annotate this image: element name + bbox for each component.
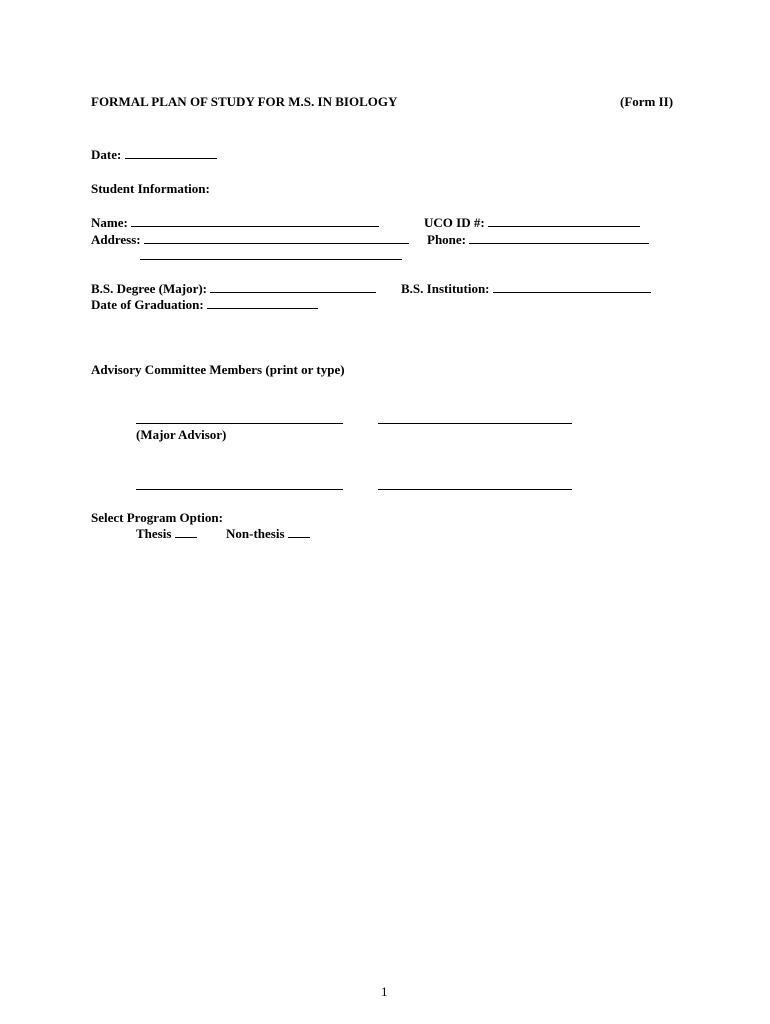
bs-institution-field[interactable] (493, 280, 651, 293)
graduation-row (91, 296, 318, 313)
address-row (91, 231, 409, 248)
phone-row (427, 231, 649, 248)
date-row (91, 146, 217, 163)
address-label: Address: (91, 232, 141, 247)
major-advisor-label: (Major Advisor) (136, 427, 227, 442)
committee-heading: Advisory Committee Members (print or type) (91, 362, 345, 377)
bs-institution-label: B.S. Institution: (401, 281, 490, 296)
major-advisor-signature-line[interactable] (136, 423, 343, 424)
uco-id-label: UCO ID #: (424, 215, 485, 230)
committee-member-line-4[interactable] (378, 489, 572, 490)
bs-degree-label: B.S. Degree (Major): (91, 281, 207, 296)
thesis-checkbox-blank[interactable] (175, 525, 197, 538)
uco-id-field[interactable] (488, 214, 640, 227)
date-label: Date: (91, 147, 122, 162)
form-title: FORMAL PLAN OF STUDY FOR M.S. IN BIOLOGY (91, 94, 398, 109)
committee-member-line-2[interactable] (378, 423, 572, 424)
address-field-line-2[interactable] (140, 259, 402, 260)
nonthesis-checkbox-blank[interactable] (288, 525, 310, 538)
uco-id-row (424, 214, 640, 231)
bs-degree-row (91, 280, 376, 297)
phone-label: Phone: (427, 232, 466, 247)
bs-degree-field[interactable] (210, 280, 376, 293)
name-field[interactable] (131, 214, 379, 227)
name-label: Name: (91, 215, 128, 230)
program-option-heading: Select Program Option: (91, 510, 223, 525)
phone-field[interactable] (469, 231, 649, 244)
name-row (91, 214, 379, 231)
page-number: 1 (381, 984, 388, 999)
thesis-label: Thesis (136, 526, 172, 541)
nonthesis-label: Non-thesis (226, 526, 285, 541)
nonthesis-option (226, 525, 310, 542)
thesis-option (136, 525, 197, 542)
date-field[interactable] (125, 146, 217, 159)
bs-institution-row (401, 280, 651, 297)
committee-member-line-3[interactable] (136, 489, 343, 490)
form-number-label: (Form II) (620, 94, 674, 109)
graduation-label: Date of Graduation: (91, 297, 204, 312)
graduation-date-field[interactable] (207, 296, 318, 309)
student-info-heading: Student Information: (91, 181, 210, 196)
address-field-line-1[interactable] (144, 231, 409, 244)
